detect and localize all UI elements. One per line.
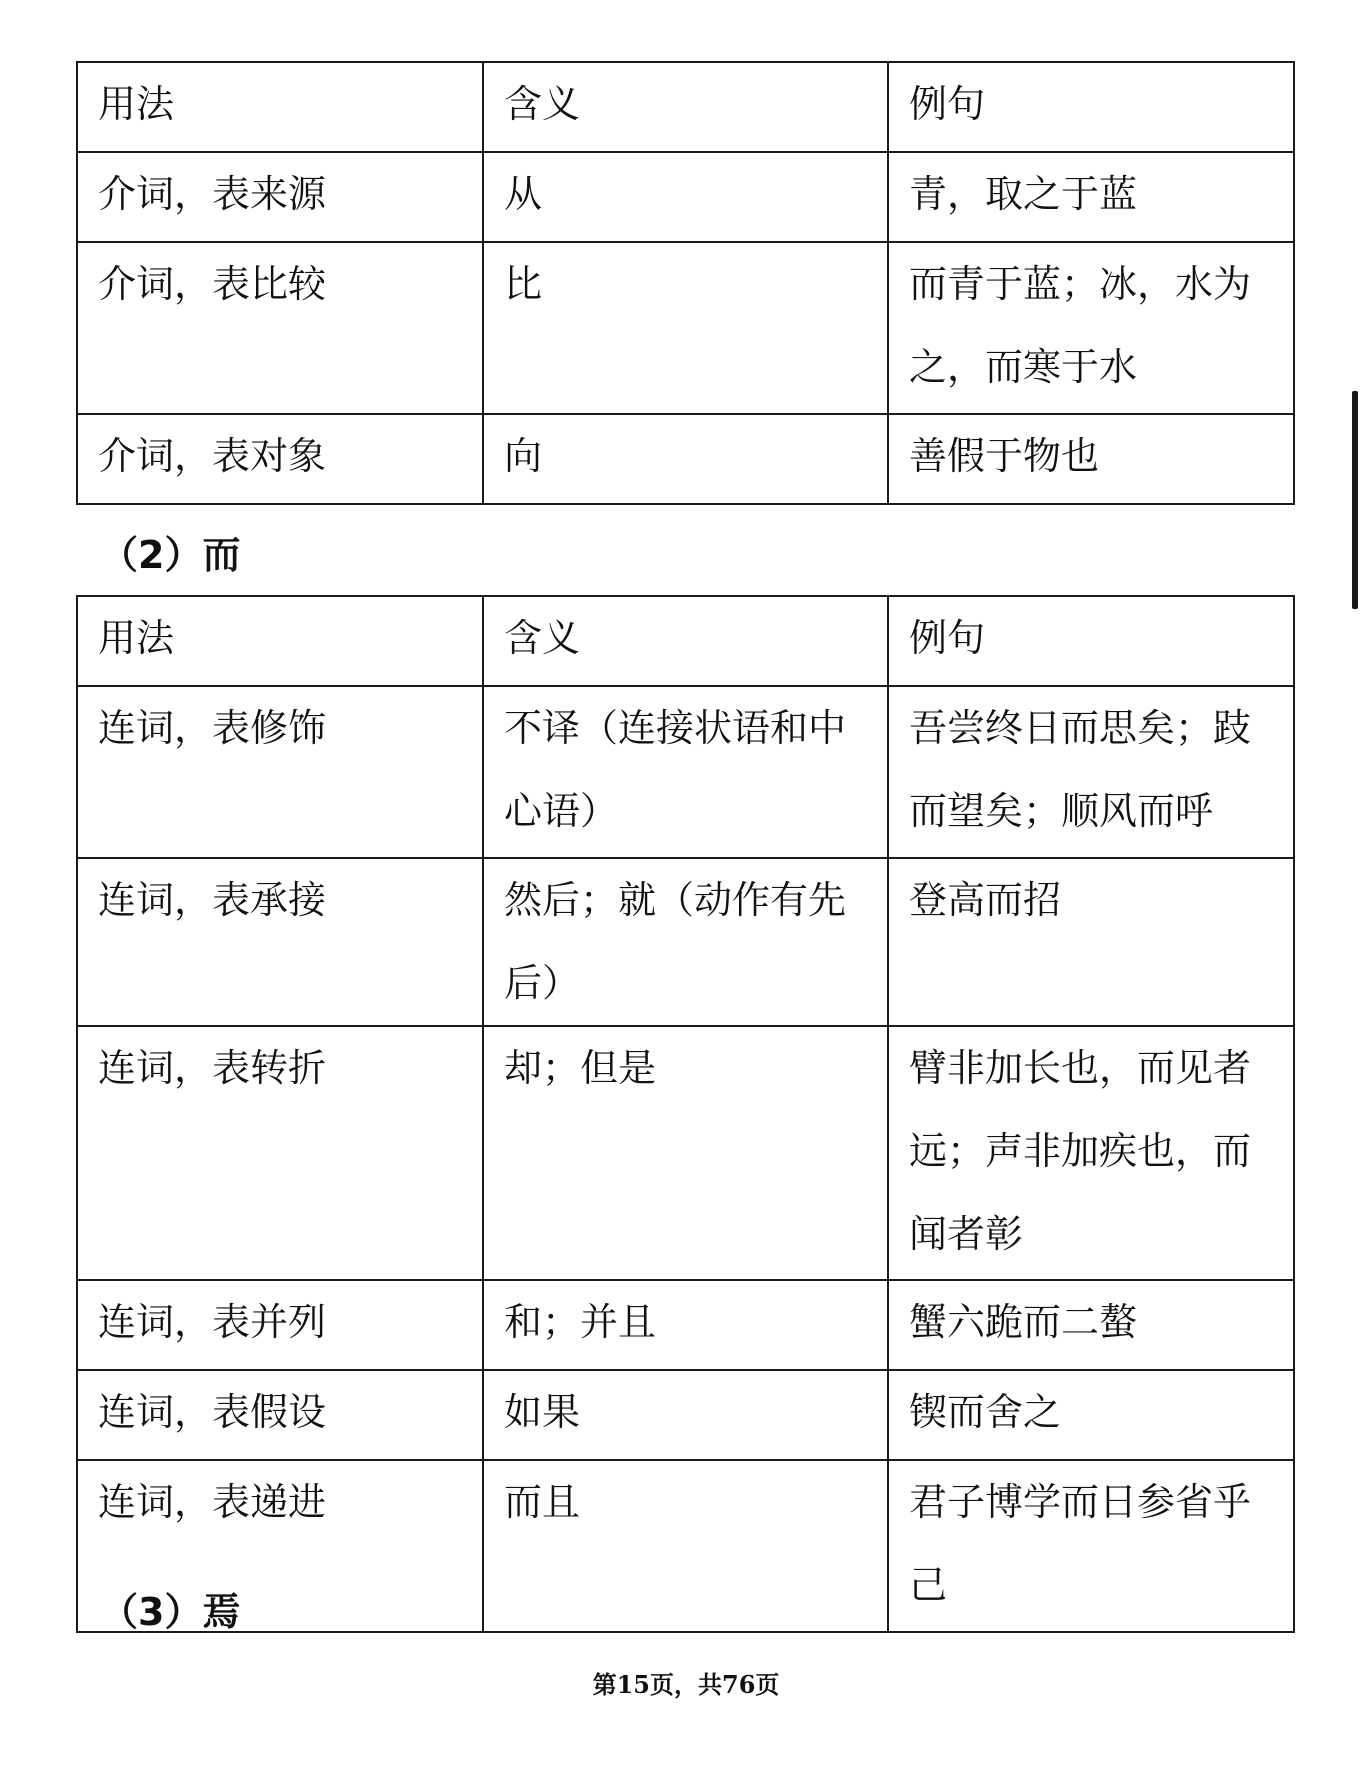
cell-meaning: 向 [483, 414, 888, 504]
cell-meaning: 比 [483, 242, 888, 414]
header-meaning: 含义 [483, 62, 888, 152]
scrollbar-thumb[interactable] [1352, 391, 1358, 609]
table-header-row [77, 596, 1294, 686]
cell-meaning: 而且 [483, 1460, 888, 1632]
cell-usage: 连词，表修饰 [77, 686, 483, 858]
table-row [77, 686, 1294, 858]
cell-usage: 介词，表对象 [77, 414, 483, 504]
cell-example: 吾尝终日而思矣；跂而望矣；顺风而呼 [888, 686, 1294, 858]
cell-meaning: 从 [483, 152, 888, 242]
table-er [76, 595, 1295, 1633]
section-heading-yan: （3）焉 [100, 1590, 241, 1634]
table-row [77, 242, 1294, 414]
cell-example: 蟹六跪而二螯 [888, 1280, 1294, 1370]
cell-meaning: 却；但是 [483, 1026, 888, 1280]
cell-example: 锲而舍之 [888, 1370, 1294, 1460]
cell-example: 青，取之于蓝 [888, 152, 1294, 242]
cell-meaning: 和；并且 [483, 1280, 888, 1370]
table-row [77, 414, 1294, 504]
table-row [77, 1370, 1294, 1460]
header-usage: 用法 [77, 596, 483, 686]
cell-example: 而青于蓝；冰，水为之，而寒于水 [888, 242, 1294, 414]
cell-usage: 连词，表递进 [77, 1460, 483, 1632]
cell-usage: 连词，表承接 [77, 858, 483, 1026]
header-meaning: 含义 [483, 596, 888, 686]
cell-usage: 连词，表假设 [77, 1370, 483, 1460]
cell-usage: 连词，表并列 [77, 1280, 483, 1370]
table-row [77, 1280, 1294, 1370]
table-row [77, 858, 1294, 1026]
cell-meaning: 不译（连接状语和中心语） [483, 686, 888, 858]
table-row [77, 152, 1294, 242]
header-usage: 用法 [77, 62, 483, 152]
page-number: 第15页，共76页 [592, 1670, 780, 1699]
cell-meaning: 如果 [483, 1370, 888, 1460]
cell-example: 臂非加长也，而见者远；声非加疾也，而闻者彰 [888, 1026, 1294, 1280]
cell-usage: 介词，表来源 [77, 152, 483, 242]
table-header-row [77, 62, 1294, 152]
header-example: 例句 [888, 62, 1294, 152]
table-yu [76, 61, 1295, 505]
cell-meaning: 然后；就（动作有先后） [483, 858, 888, 1026]
table-row [77, 1026, 1294, 1280]
section-heading-er: （2）而 [100, 533, 241, 577]
cell-example: 登高而招 [888, 858, 1294, 1026]
table-row [77, 1460, 1294, 1632]
cell-usage: 介词，表比较 [77, 242, 483, 414]
cell-usage: 连词，表转折 [77, 1026, 483, 1280]
cell-example: 君子博学而日参省乎己 [888, 1460, 1294, 1632]
cell-example: 善假于物也 [888, 414, 1294, 504]
header-example: 例句 [888, 596, 1294, 686]
